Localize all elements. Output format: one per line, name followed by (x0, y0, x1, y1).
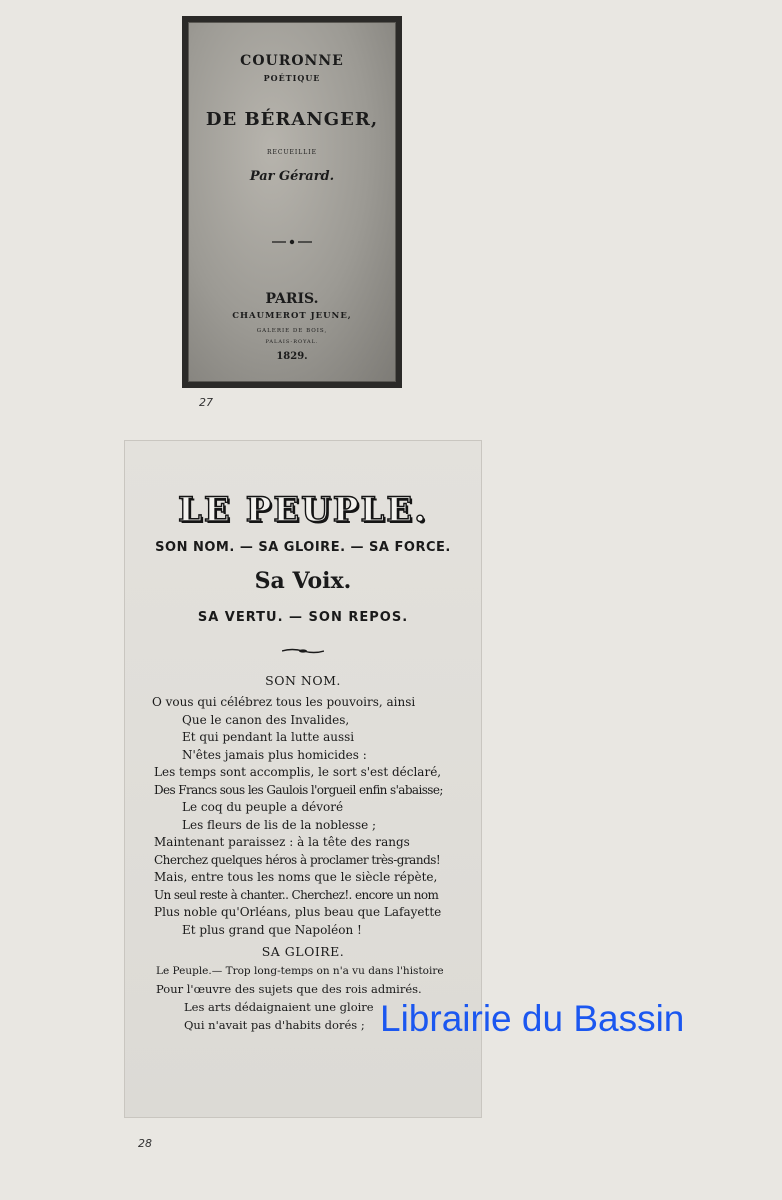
verse-line: Que le canon des Invalides, (182, 712, 350, 727)
poster-subtitle-1: SON NOM. — SA GLOIRE. — SA FORCE. (155, 540, 451, 555)
figure-28-caption: 28 (138, 1137, 152, 1150)
poster-title: LE PEUPLE. (177, 490, 428, 530)
verse-son-nom (124, 694, 482, 939)
cover-publisher: CHAUMEROT JEUNE, (232, 311, 352, 321)
book-cover-photo (182, 16, 402, 388)
poster-subtitle-2: Sa Voix. (254, 568, 352, 594)
verse-line: Et plus grand que Napoléon ! (182, 922, 362, 937)
verse-line: Qui n'avait pas d'habits dorés ; (184, 1018, 365, 1032)
verse-line: N'êtes jamais plus homicides : (182, 747, 367, 762)
cover-city: PARIS. (265, 291, 319, 307)
cover-title-line-3: DE BÉRANGER, (205, 109, 379, 130)
cover-title-line-5: Par Gérard. (249, 169, 335, 184)
verse-line: Les arts dédaignaient une gloire (184, 1000, 374, 1014)
watermark: Librairie du Bassin (380, 998, 685, 1039)
cover-year: 1829. (276, 351, 308, 362)
verse-line: Le Peuple.— Trop long-temps on n'a vu dans l'histoire (156, 965, 444, 977)
section-heading-son-nom: SON NOM. (265, 673, 341, 688)
verse-line: Plus noble qu'Orléans, plus beau que Lafayette (154, 905, 442, 919)
verse-line: O vous qui célébrez tous les pouvoirs, ainsi (152, 695, 416, 709)
verse-line: Les temps sont accomplis, le sort s'est déclaré, (154, 765, 442, 779)
cover-address-line-1: GALERIE DE BOIS, (256, 328, 328, 334)
verse-line: Cherchez quelques héros à proclamer très-grands! (154, 852, 441, 867)
cover-address-line-2: PALAIS-ROYAL. (265, 339, 319, 345)
poster-subtitle-3: SA VERTU. — SON REPOS. (197, 610, 409, 625)
figure-27-caption: 27 (199, 396, 213, 409)
verse-line: Et qui pendant la lutte aussi (182, 730, 355, 744)
section-heading-sa-gloire: SA GLOIRE. (261, 944, 345, 959)
cover-title-line-4: RECUEILLIE (266, 149, 317, 156)
verse-line: Les fleurs de lis de la noblesse ; (182, 817, 377, 832)
verse-line: Mais, entre tous les noms que le siècle répète, (154, 870, 438, 884)
cover-ornament (189, 238, 395, 247)
poster-ornament (124, 640, 482, 659)
verse-line: Pour l'œuvre des sujets que des rois admirés. (156, 982, 422, 996)
book-cover (188, 22, 396, 382)
verse-line: Le coq du peuple a dévoré (182, 800, 344, 814)
cover-title-line-1: COURONNE (240, 53, 344, 69)
cover-title-line-2: POÉTIQUE (263, 73, 321, 83)
verse-line: Un seul reste à chanter.. Cherchez!. encore un nom (154, 887, 439, 902)
verse-line: Maintenant paraissez : à la tête des rangs (154, 835, 410, 849)
verse-line: Des Francs sous les Gaulois l'orgueil enfin s'abaisse; (154, 782, 443, 797)
